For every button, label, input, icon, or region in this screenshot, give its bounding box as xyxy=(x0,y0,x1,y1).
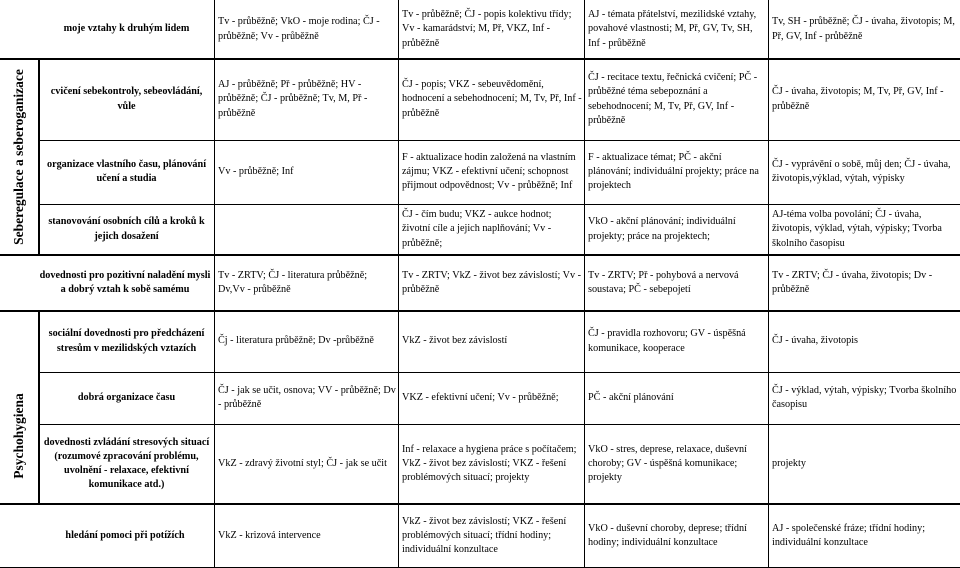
table-cell xyxy=(768,59,960,140)
grid-line xyxy=(0,310,960,312)
table-cell xyxy=(768,204,960,255)
topic-text: moje vztahy k druhým lidem xyxy=(63,23,190,35)
table-cell xyxy=(214,0,398,59)
cell-text: Inf - relaxace a hygiena práce s počítačem; VkZ - život bez závislostí; VKZ - řešení problémových situací; projekty xyxy=(402,443,577,484)
cell-text: ČJ - čím budu; VKZ - aukce hodnot; životní cíle a jejich naplňování; Vv - průběžně; xyxy=(402,209,552,249)
topic-text: organizace vlastního času, plánování učení a studia xyxy=(46,158,207,184)
cell-text: ČJ - recitace textu, řečnická cvičení; PČ - průběžné téma sebepoznání a sebehodnocení; M, Tv, Př, GV, Inf - průběžně xyxy=(588,72,758,126)
cell-text: AJ - průběžně; Př - průběžně; HV - průběžně; ČJ - průběžně; Tv, M, Př - průběžně xyxy=(218,79,368,119)
cell-text: Vv - průběžně; Inf xyxy=(218,165,294,177)
cell-text: VkZ - život bez závislostí; VKZ - řešení problémových situací; třídní hodiny; individuální konzultace xyxy=(402,515,567,556)
table-cell xyxy=(398,372,584,424)
table-cell xyxy=(214,504,398,568)
topic-text: hledání pomoci při potížích xyxy=(65,529,185,541)
grid-line xyxy=(0,254,960,256)
topic-cell xyxy=(39,311,214,372)
table-cell xyxy=(584,140,768,204)
cell-text: ČJ - úvaha, životopis; M, Tv, Př, GV, Inf - průběžně xyxy=(772,86,944,112)
cell-text: ČJ - popis; VKZ - sebeuvědomění, hodnocení a sebehodnocení; M, Tv, Př, Inf - průběžně xyxy=(402,79,582,119)
table-cell xyxy=(584,255,768,311)
cell-text: AJ - témata přátelství, mezilidské vztahy, povahové vlastnosti; M, Př, GV, Tv, SH, Inf - průběžně xyxy=(588,9,757,49)
table-cell xyxy=(584,504,768,568)
grid-line xyxy=(39,140,960,141)
table-cell xyxy=(214,424,398,504)
cell-text: VkO - stres, deprese, relaxace, duševní choroby; GV - úspěšná komunikace; projekty xyxy=(588,443,747,484)
table-cell xyxy=(214,311,398,372)
table-cell xyxy=(768,504,960,568)
cell-text: ČJ - úvaha, životopis xyxy=(772,335,859,347)
table-cell xyxy=(214,204,398,255)
cell-text: PČ - akční plánování xyxy=(588,391,674,403)
cell-text: VkZ - zdravý životní styl; ČJ - jak se učit xyxy=(218,457,387,469)
table-cell xyxy=(768,255,960,311)
table-cell xyxy=(584,424,768,504)
cell-text: Tv - průběžně; VkO - moje rodina; ČJ - průběžně; Vv - průběžně xyxy=(218,16,380,42)
cell-text: VkO - akční plánování; individuální projekty; práce na projektech; xyxy=(588,216,736,242)
grid-line xyxy=(38,59,40,255)
section-label-self-regulation xyxy=(0,59,38,255)
table-cell xyxy=(584,372,768,424)
grid-line xyxy=(584,0,585,568)
grid-line xyxy=(214,0,215,568)
cell-text: VkO - duševní choroby, deprese; třídní hodiny; individuální konzultace xyxy=(588,522,747,548)
cell-text: ČJ - jak se učit, osnova; VV - průběžně; Dv - průběžně xyxy=(218,384,396,410)
table-cell xyxy=(398,140,584,204)
topic-cell xyxy=(0,504,214,568)
table-cell xyxy=(398,255,584,311)
table-cell xyxy=(584,59,768,140)
grid-line xyxy=(398,0,399,568)
grid-line xyxy=(0,58,960,60)
table-cell xyxy=(214,140,398,204)
grid-line xyxy=(39,204,960,205)
table-cell xyxy=(768,311,960,372)
table-cell xyxy=(584,204,768,255)
topic-text: dovednosti pro pozitivní naladění mysli a dobrý vztah k sobě samému xyxy=(39,269,211,295)
section-label-text: Psychohygiena xyxy=(11,393,27,479)
cell-text: AJ - společenské fráze; třídní hodiny; individuální konzultace xyxy=(772,522,926,548)
cell-text: ČJ - výklad, výtah, výpisky; Tvorba školního časopisu xyxy=(772,384,957,410)
grid-line xyxy=(39,424,960,425)
cell-text: Tv - ZRTV; ČJ - literatura průběžně; Dv,Vv - průběžně xyxy=(218,269,368,295)
grid-line xyxy=(38,311,40,504)
table-cell xyxy=(768,372,960,424)
cell-text: ČJ - vyprávění o sobě, můj den; ČJ - úvaha, životopis,výklad, výtah, výpisky xyxy=(772,158,951,184)
table-cell xyxy=(214,59,398,140)
cell-text: VkZ - krizová intervence xyxy=(218,529,321,541)
cell-text: projekty xyxy=(772,457,806,469)
table-cell xyxy=(584,0,768,59)
grid-line xyxy=(0,503,960,505)
table-cell xyxy=(398,311,584,372)
table-cell xyxy=(398,424,584,504)
topic-text: cvičení sebekontroly, sebeovládání, vůle xyxy=(50,86,203,112)
table-cell xyxy=(214,372,398,424)
topic-cell xyxy=(39,140,214,204)
cell-text: Tv - ZRTV; VkZ - život bez závislostí; Vv - průběžně xyxy=(402,269,582,295)
topic-cell xyxy=(39,424,214,504)
topic-text: sociální dovednosti pro předcházení stresům v mezilidských vztazích xyxy=(48,328,205,354)
cell-text: ČJ - pravidla rozhovoru; GV - úspěšná komunikace, kooperace xyxy=(588,328,746,354)
cell-text: F - aktualizace hodin založená na vlastním zájmu; VKZ - efektivní učení; schopnost přijmout odpovědnost; Vv - průběžně; Inf xyxy=(402,151,576,192)
cell-text: F - aktualizace témat; PČ - akční plánování; individuální projekty; práce na projektech xyxy=(588,151,759,192)
grid-line xyxy=(39,372,960,373)
cell-text: VkZ - život bez závislostí xyxy=(402,335,508,347)
grid-line xyxy=(768,0,769,568)
cell-text: AJ-téma volba povolání; ČJ - úvaha, životopis, výklad, výtah, výpisky; Tvorba školního časopisu xyxy=(772,209,942,249)
table-cell xyxy=(768,140,960,204)
cell-text: Tv, SH - průběžně; ČJ - úvaha, životopis; M, Př, GV, Inf - průběžně xyxy=(772,16,955,42)
cell-text: Čj - literatura průběžně; Dv -průběžně xyxy=(218,335,374,347)
table-cell xyxy=(398,59,584,140)
table-cell xyxy=(214,255,398,311)
topic-cell xyxy=(39,59,214,140)
cell-text: Tv - průběžně; ČJ - popis kolektivu třídy; Vv - kamarádství; M, Př, VKZ, Inf - průběžně xyxy=(402,9,572,49)
table-cell xyxy=(398,504,584,568)
topic-cell xyxy=(0,255,214,311)
topic-text: dovednosti zvládání stresových situací (rozumové zpracování problému, uvolnění - relaxace, efektivní komunikace atd.) xyxy=(43,436,210,491)
cell-text: Tv - ZRTV; ČJ - úvaha, životopis; Dv - průběžně xyxy=(772,269,933,295)
table-cell xyxy=(584,311,768,372)
topic-text: dobrá organizace času xyxy=(77,391,176,403)
topic-text: stanovování osobních cílů a kroků k jejich dosažení xyxy=(48,216,205,242)
topic-cell xyxy=(39,204,214,255)
table-cell xyxy=(768,0,960,59)
table-cell xyxy=(768,424,960,504)
table-cell xyxy=(398,0,584,59)
cell-text: VKZ - efektivní učení; Vv - průběžně; xyxy=(402,391,559,403)
table-cell xyxy=(398,204,584,255)
section-label-text: Seberegulace a seberoganizace xyxy=(11,69,26,245)
topic-cell xyxy=(39,372,214,424)
topic-cell xyxy=(39,0,214,59)
cell-text: Tv - ZRTV; Př - pohybová a nervová soustava; PČ - sebepojetí xyxy=(588,269,739,295)
